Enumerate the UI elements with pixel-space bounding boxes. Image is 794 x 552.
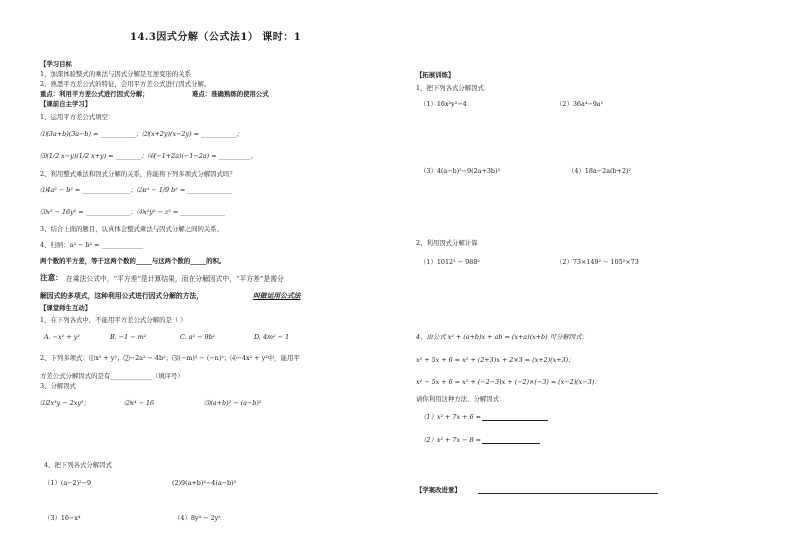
practice-3-item-3: ⑶(a+b)² − (a−b)² (204, 399, 262, 407)
practice-1-option-c: C. a² − 9b² (180, 333, 216, 341)
extension-1-intro: 1、把下列各式分解因式 (416, 84, 484, 92)
extension-1-item-4: （4）18a−2a(b+2)² (568, 167, 632, 175)
practice-1-option-d: D. 4m² − 1 (254, 333, 290, 341)
extension-4-item-1: （1）x² + 7x + 6 = (420, 413, 481, 421)
objective-1: 1、加深体验整式的乘法与因式分解是互逆变形的关系 (40, 70, 192, 78)
practice-1-option-b: B. −1 − m² (110, 333, 147, 341)
extension-2-item-1: （1）1012² − 988² (420, 258, 480, 266)
practice-1-option-a: A. −x² + y² (44, 333, 80, 341)
section-header-interaction: 【课堂师生互动】 (40, 304, 92, 312)
note-line-1: 在乘法公式中，“平方差”是计算结果，而在分解因式中，“平方差”是需分 (66, 275, 284, 283)
extension-4-example-1: x² + 5x + 6 = x² + (2+3)x + 2×3 = (x+2)(x+3)； (416, 356, 575, 364)
question-2-items-b: ⑶x² − 16y² = ______________；⑷x²y² − z² = ______________ (40, 208, 226, 216)
extension-2-item-2: （2）73×149² − 105²×73 (556, 258, 639, 266)
extension-1-item-2: （2）36a⁴−9a² (556, 100, 604, 108)
practice-4-item-2: (2)9(a+b)²−4(a−b)² (172, 479, 237, 487)
practice-4-item-3: （3）16−x⁴ (44, 514, 81, 522)
practice-2-line-1: 2、下列多项式：⑴x² + y²；⑵−2a² − 4b²；⑶(−m)² − (−n)²；⑷−4x² + y²中，能用平 (40, 354, 300, 362)
section-header-reflection: 【学案改进意】 (416, 486, 461, 494)
question-2-items-a: ⑴4a² − b² = _______________；⑵a² − 1/9 b² = ______________ (40, 186, 232, 194)
extension-4-instruction: 请你利用这种方法，分解因式： (416, 395, 506, 403)
question-2-intro: 2、利用整式乘法和因式分解的关系，你能将下列多项式分解因式吗？ (40, 170, 236, 178)
practice-3-intro: 3、分解因式 (40, 382, 77, 390)
question-1-items-a: ⑴(3a+b)(3a−b) = ___________；⑵(x+2y)(x−2y) = ___________； (40, 130, 243, 138)
summary-statement: 两个数的平方差，等于这两个数的_____与这两个数的_____的积。 (40, 257, 226, 265)
practice-3-item-1: ⑴2x³y − 2xy³； (40, 399, 90, 407)
note-label: 注意： (40, 273, 63, 282)
practice-1-intro: 1、在下列各式中，不能用平方差公式分解的是（ ） (40, 316, 187, 324)
extension-1-item-1: （1）16x²y²−4 (420, 100, 467, 108)
extension-2-intro: 2、利用因式分解计算 (416, 239, 478, 247)
question-4: 4、归纳：a² − b² = _____________ (40, 241, 144, 249)
reflection-line (478, 493, 658, 494)
page-title: 14.3因式分解（公式法1） 课时：1 (130, 32, 302, 43)
practice-2-line-2: 方差公式分解因式的是有_____________（填序号） (40, 372, 184, 380)
question-1-items-b: ⑶(1/2 x−y)(1/2 x+y) = ________；⑷(−1+2a)(−1−2a) = __________。 (40, 152, 257, 160)
objective-2: 2、熟悉平方差公式的特征，会用平方差公式进行因式分解。 (40, 80, 211, 88)
note-underlined-term: 叫做运用公式法 (253, 292, 301, 300)
extension-4-item-2: （2）x² + 7x − 8 = (420, 436, 481, 444)
extension-4-formula: 4、由公式 x² + (a+b)x + ab = (x+a)(x+b) 可分解因式： (416, 333, 588, 341)
difficulty: 难点：准确熟练的使用公式 (192, 90, 269, 98)
practice-4-intro: 4、把下列各式分解因式 (44, 461, 112, 469)
answer-line (482, 443, 540, 444)
section-header-extension: 【拓展训练】 (416, 71, 455, 79)
key-points: 重点：利用平方差公式进行因式分解； (40, 90, 149, 98)
question-1-intro: 1、运用平方差公式填空： (40, 113, 115, 121)
question-3: 3、结合上面的题目，认真体会整式乘法与因式分解之间的关系。 (40, 225, 224, 233)
section-header-objectives: 【学习目标 (40, 60, 72, 68)
section-header-self-study: 【课前自主学习】 (40, 100, 92, 108)
answer-line (482, 420, 548, 421)
practice-4-item-1: （1）(a−2)²−9 (44, 479, 92, 487)
note-line-2: 解因式的多项式，这种利用公式进行因式分解的方法， (40, 292, 204, 300)
practice-4-item-4: （4）8y⁴ − 2y² (174, 514, 221, 522)
extension-4-example-2: x² − 5x + 6 = x² + (−2−3)x + (−2)×(−3) = (x−2)(x−3)： (416, 378, 601, 386)
extension-1-item-3: （3）4(a−b)²−9(2a+3b)² (420, 167, 501, 175)
practice-3-item-2: ⑵x⁴ − 16 (124, 399, 155, 407)
